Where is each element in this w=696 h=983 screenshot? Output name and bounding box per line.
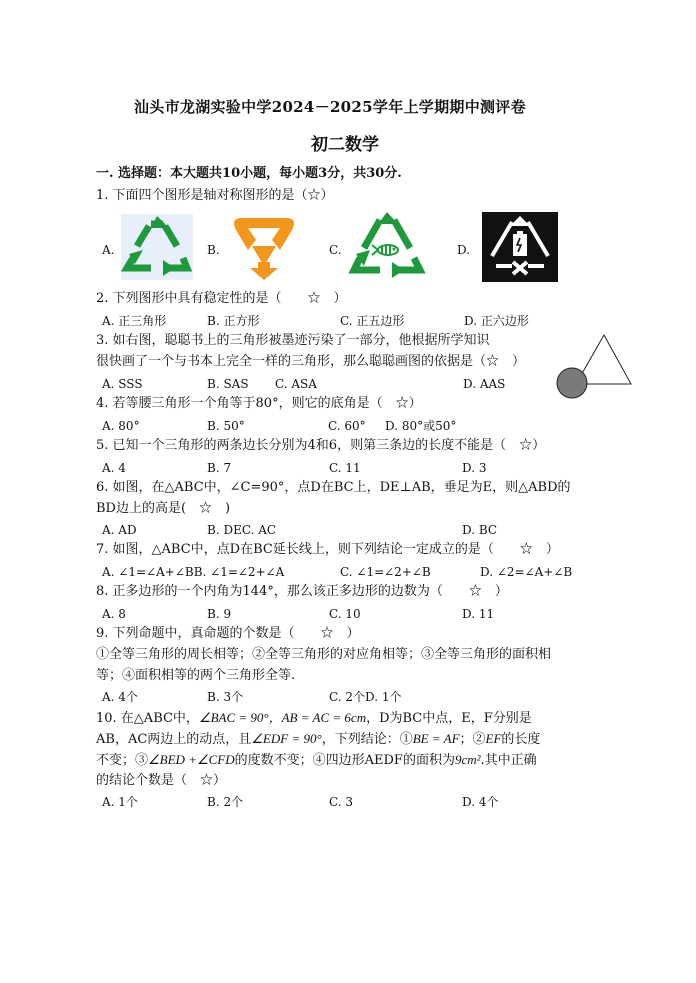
q10-option-b: B. 2个	[207, 795, 244, 809]
q10-math-ef: EF	[485, 731, 502, 746]
q5-option-d: D. 3	[462, 461, 487, 475]
q1-label-d: D.	[457, 243, 471, 257]
q1-label-a: A.	[102, 243, 115, 257]
q2-option-c: C. 正五边形	[340, 314, 405, 328]
q5-option-a: A. 4	[102, 461, 126, 475]
q6-option-d: D. BC	[462, 523, 498, 537]
q8-option-a: A. 8	[102, 607, 126, 621]
battery-warning-icon	[482, 212, 558, 282]
recycle-fish-icon	[346, 210, 428, 282]
subject-title: 初二数学	[311, 135, 379, 155]
q3-line-1: 3. 如右图，聪聪书上的三角形被墨迹污染了一部分，他根据所学知识	[96, 333, 490, 348]
q7-option-d: D. ∠2=∠A+∠B	[480, 565, 573, 579]
q4-option-c: C. 60°	[328, 419, 366, 433]
q10-line-4: 的结论个数是（ ☆）	[96, 773, 227, 788]
q5-stem: 5. 已知一个三角形的两条边长分别为4和6，则第三条边的长度不能是（ ☆）	[96, 438, 546, 453]
q2-option-a: A. 正三角形	[102, 314, 167, 328]
q6-line-1: 6. 如图，在△ABC中，∠C=90°，点D在BC上，DE⊥AB，垂足为E，则△ABD的	[96, 480, 571, 495]
recycle-arrows-icon	[121, 214, 193, 280]
q1-label-b: B.	[207, 243, 220, 257]
q9-line-2: ①全等三角形的周长相等；②全等三角形的对应角相等；③全等三角形的面积相	[96, 647, 552, 662]
q4-option-a: A. 80°	[102, 419, 140, 433]
q2-option-d: D. 正六边形	[464, 314, 529, 328]
exam-title: 汕头市龙湖实验中学2024－2025学年上学期期中测评卷	[134, 98, 526, 116]
q10-line-2: AB，AC两边上的动点，且∠EDF = 90°，下列结论：①BE = AF；②EF的长度	[96, 731, 541, 747]
q2-stem: 2. 下列图形中具有稳定性的是（ ☆ ）	[96, 291, 347, 306]
q10-option-a: A. 1个	[102, 795, 138, 809]
q7-option-c: C. ∠1=∠2+∠B	[340, 565, 431, 579]
q9-line-3: 等；④面积相等的两个三角形全等.	[96, 668, 296, 683]
q8-stem: 8. 正多边形的一个内角为144°，那么该正多边形的边数为（ ☆ ）	[96, 584, 508, 599]
q10-math-angle-sides: ∠BAC = 90°，AB = AC = 6cm	[198, 710, 367, 725]
q4-option-d: D. 80°或50°	[385, 419, 457, 433]
q10-math-be-af: BE = AF	[412, 731, 460, 746]
q10-math-edf: ∠EDF = 90°	[251, 731, 322, 746]
q10-line-3: 不变；③∠BED +∠CFD的度数不变；④四边形AEDF的面积为9cm².其中正确	[96, 752, 537, 768]
q9-stem: 9. 下列命题中，真命题的个数是（ ☆ ）	[96, 626, 360, 641]
q9-option-b: B. 3个	[207, 690, 244, 704]
q2-option-b: B. 正方形	[207, 314, 260, 328]
q4-option-b: B. 50°	[207, 419, 245, 433]
q6-option-a: A. AD	[102, 523, 137, 537]
q10-line-1: 10. 在△ABC中，∠BAC = 90°，AB = AC = 6cm，D为BC中点，E，F分别是	[96, 710, 532, 726]
q5-option-b: B. 7	[207, 461, 232, 475]
q1-stem: 1. 下面四个图形是轴对称图形的是（☆）	[96, 188, 334, 203]
q7-stem: 7. 如图，△ABC中，点D在BC延长线上，则下列结论一定成立的是（ ☆ ）	[96, 542, 559, 557]
q3-option-a: A. SSS	[102, 377, 143, 391]
orange-triangle-arrows-icon	[228, 212, 300, 282]
q9-option-a: A. 4个	[102, 690, 138, 704]
q5-option-c: C. 11	[329, 461, 361, 475]
q10-math-angles-sum: ∠BED +∠CFD	[148, 752, 235, 767]
q3-option-b: B. SAS	[207, 377, 249, 391]
section-heading: 一. 选择题：本大题共10小题，每小题3分，共30分.	[96, 166, 402, 181]
q4-stem: 4. 若等腰三角形一个角等于80°，则它的底角是（ ☆）	[96, 396, 422, 411]
q3-line-2: 很快画了一个与书本上完全一样的三角形，那么聪聪画图的依据是（☆ ）	[96, 354, 526, 369]
q1-label-c: C.	[329, 243, 342, 257]
q7-option-ab: A. ∠1=∠A+∠BB. ∠1=∠2+∠A	[102, 565, 285, 579]
q10-math-area: 9cm²	[454, 752, 481, 767]
q6-option-b: B. DEC. AC	[207, 523, 277, 537]
q6-line-2: BD边上的高是( ☆ )	[96, 501, 231, 516]
q9-option-cd: C. 2个D. 1个	[329, 690, 402, 704]
q10-option-c: C. 3	[329, 795, 354, 809]
q3-option-c: C. ASA	[275, 377, 317, 391]
q8-option-d: D. 11	[462, 607, 495, 621]
q8-option-c: C. 10	[329, 607, 361, 621]
q8-option-b: B. 9	[207, 607, 232, 621]
q10-option-d: D. 4个	[462, 795, 499, 809]
q3-option-d: D. AAS	[463, 377, 506, 391]
ink-stained-triangle-figure	[556, 333, 634, 401]
